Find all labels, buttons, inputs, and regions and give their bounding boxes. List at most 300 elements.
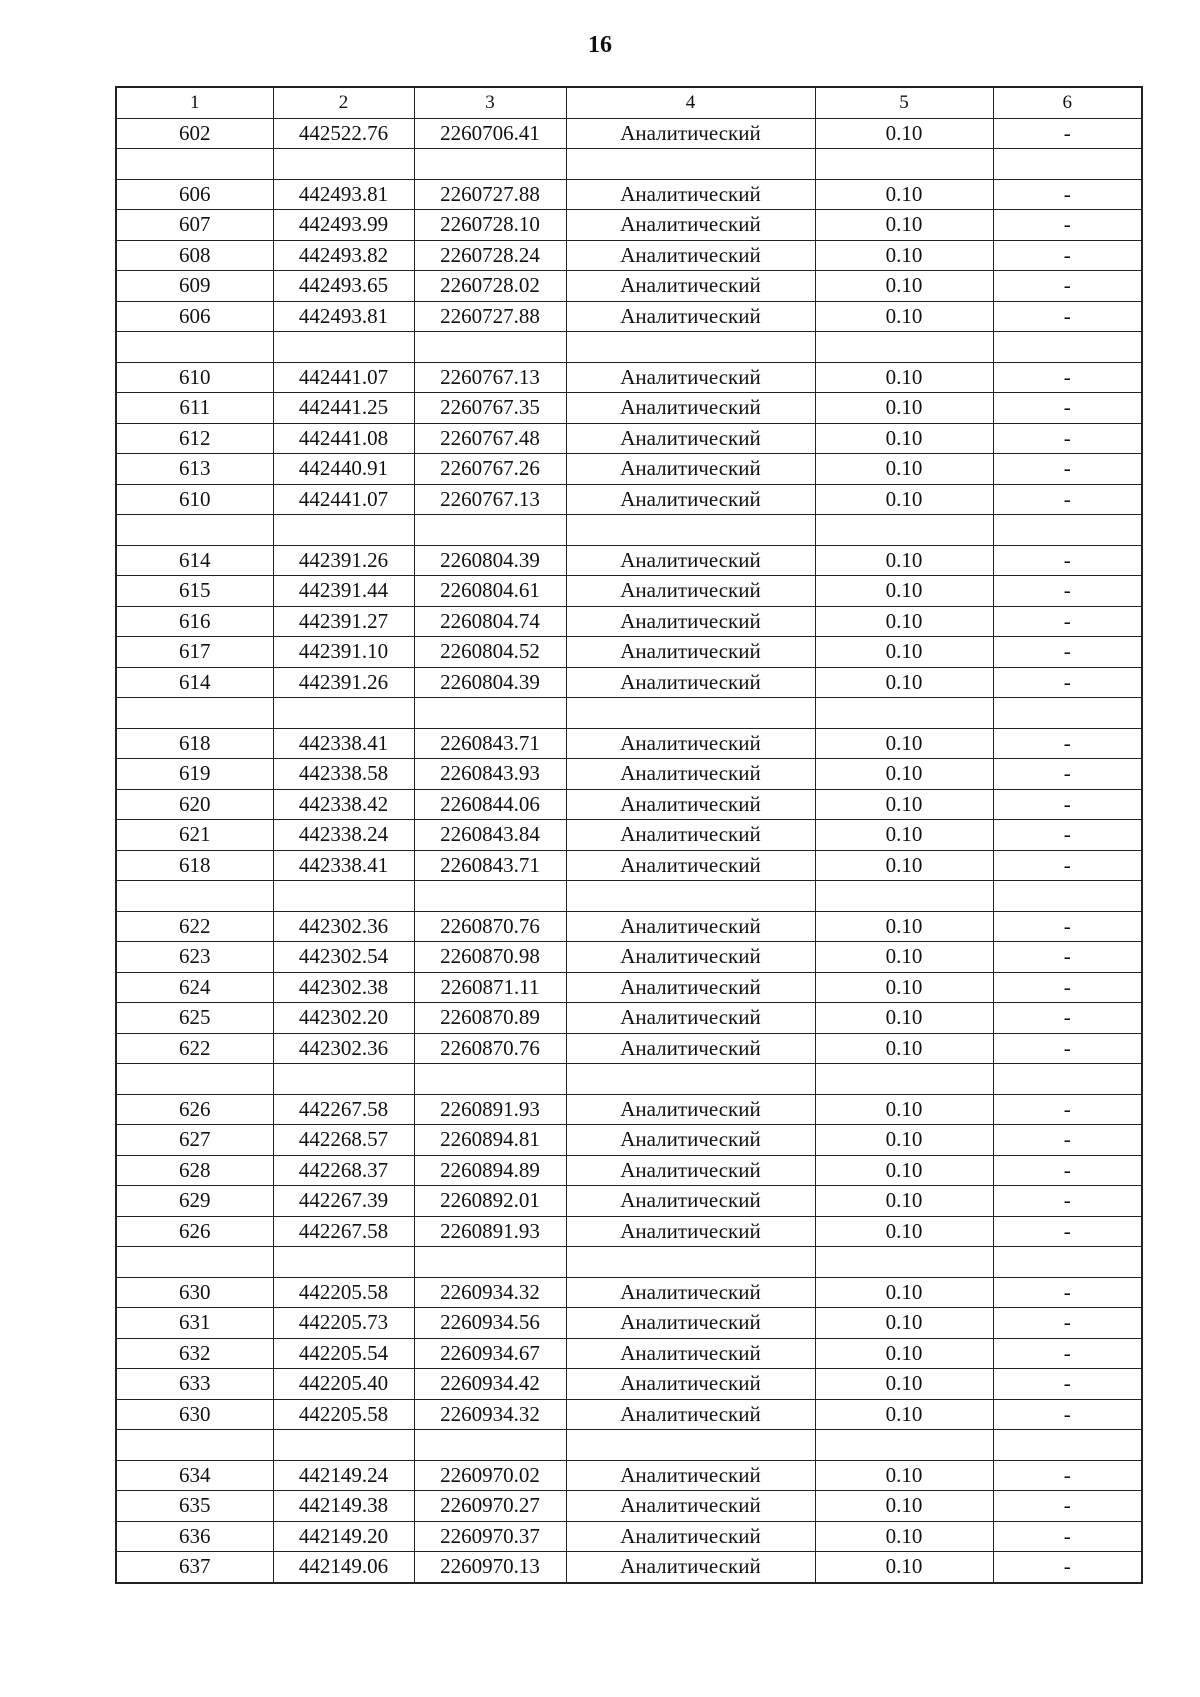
accuracy-cell (815, 1247, 993, 1278)
note-cell: - (993, 1155, 1142, 1186)
method-cell: Аналитический (566, 179, 815, 210)
accuracy-cell: 0.10 (815, 942, 993, 973)
point-number-cell: 612 (116, 423, 273, 454)
x-coordinate-cell: 442338.58 (273, 759, 414, 790)
y-coordinate-cell: 2260970.13 (414, 1552, 566, 1583)
x-coordinate-cell: 442391.10 (273, 637, 414, 668)
x-coordinate-cell (273, 332, 414, 363)
method-cell: Аналитический (566, 637, 815, 668)
point-number-cell: 606 (116, 179, 273, 210)
table-row (116, 271, 1142, 302)
note-cell: - (993, 1369, 1142, 1400)
method-cell (566, 332, 815, 363)
note-cell: - (993, 1186, 1142, 1217)
y-coordinate-cell: 2260843.71 (414, 850, 566, 881)
note-cell (993, 698, 1142, 729)
x-coordinate-cell: 442391.26 (273, 667, 414, 698)
y-coordinate-cell: 2260843.84 (414, 820, 566, 851)
method-cell: Аналитический (566, 545, 815, 576)
method-cell: Аналитический (566, 850, 815, 881)
note-cell: - (993, 728, 1142, 759)
note-cell: - (993, 667, 1142, 698)
note-cell: - (993, 789, 1142, 820)
y-coordinate-cell: 2260844.06 (414, 789, 566, 820)
method-cell: Аналитический (566, 1552, 815, 1583)
note-cell: - (993, 393, 1142, 424)
y-coordinate-cell: 2260728.24 (414, 240, 566, 271)
x-coordinate-cell: 442205.40 (273, 1369, 414, 1400)
accuracy-cell (815, 515, 993, 546)
method-cell (566, 515, 815, 546)
accuracy-cell: 0.10 (815, 820, 993, 851)
y-coordinate-cell: 2260934.32 (414, 1277, 566, 1308)
y-coordinate-cell: 2260767.48 (414, 423, 566, 454)
x-coordinate-cell (273, 1430, 414, 1461)
header-cell: 1 (116, 87, 273, 118)
accuracy-cell (815, 332, 993, 363)
accuracy-cell: 0.10 (815, 1094, 993, 1125)
table-row (116, 301, 1142, 332)
table-row (116, 789, 1142, 820)
note-cell: - (993, 423, 1142, 454)
y-coordinate-cell (414, 698, 566, 729)
table-row (116, 454, 1142, 485)
note-cell (993, 1430, 1142, 1461)
method-cell: Аналитический (566, 1460, 815, 1491)
point-number-cell: 618 (116, 850, 273, 881)
table-row (116, 362, 1142, 393)
point-number-cell: 635 (116, 1491, 273, 1522)
method-cell: Аналитический (566, 820, 815, 851)
note-cell: - (993, 1125, 1142, 1156)
accuracy-cell: 0.10 (815, 667, 993, 698)
method-cell (566, 1247, 815, 1278)
table-separator-row (116, 515, 1142, 546)
point-number-cell: 619 (116, 759, 273, 790)
method-cell (566, 1430, 815, 1461)
point-number-cell (116, 332, 273, 363)
method-cell: Аналитический (566, 118, 815, 149)
y-coordinate-cell: 2260767.13 (414, 362, 566, 393)
note-cell: - (993, 179, 1142, 210)
x-coordinate-cell: 442493.81 (273, 301, 414, 332)
x-coordinate-cell: 442493.81 (273, 179, 414, 210)
method-cell: Аналитический (566, 423, 815, 454)
y-coordinate-cell: 2260934.32 (414, 1399, 566, 1430)
x-coordinate-cell: 442205.58 (273, 1399, 414, 1430)
method-cell (566, 881, 815, 912)
x-coordinate-cell: 442268.57 (273, 1125, 414, 1156)
x-coordinate-cell: 442441.25 (273, 393, 414, 424)
coordinates-table (115, 86, 1143, 1584)
point-number-cell: 618 (116, 728, 273, 759)
point-number-cell: 610 (116, 484, 273, 515)
point-number-cell: 626 (116, 1216, 273, 1247)
page-number: 16 (588, 32, 612, 58)
x-coordinate-cell (273, 1247, 414, 1278)
point-number-cell: 620 (116, 789, 273, 820)
x-coordinate-cell: 442391.26 (273, 545, 414, 576)
point-number-cell: 626 (116, 1094, 273, 1125)
point-number-cell: 602 (116, 118, 273, 149)
table-row (116, 728, 1142, 759)
point-number-cell: 616 (116, 606, 273, 637)
accuracy-cell: 0.10 (815, 1216, 993, 1247)
note-cell: - (993, 1094, 1142, 1125)
y-coordinate-cell: 2260894.89 (414, 1155, 566, 1186)
note-cell: - (993, 1521, 1142, 1552)
table-row (116, 179, 1142, 210)
note-cell: - (993, 1277, 1142, 1308)
method-cell: Аналитический (566, 667, 815, 698)
point-number-cell: 606 (116, 301, 273, 332)
method-cell: Аналитический (566, 1521, 815, 1552)
note-cell: - (993, 118, 1142, 149)
y-coordinate-cell: 2260870.98 (414, 942, 566, 973)
accuracy-cell: 0.10 (815, 271, 993, 302)
y-coordinate-cell: 2260804.61 (414, 576, 566, 607)
y-coordinate-cell: 2260870.76 (414, 1033, 566, 1064)
x-coordinate-cell: 442338.42 (273, 789, 414, 820)
accuracy-cell: 0.10 (815, 393, 993, 424)
accuracy-cell: 0.10 (815, 1552, 993, 1583)
table-separator-row (116, 332, 1142, 363)
x-coordinate-cell: 442493.65 (273, 271, 414, 302)
point-number-cell: 613 (116, 454, 273, 485)
table-row (116, 210, 1142, 241)
x-coordinate-cell: 442267.58 (273, 1216, 414, 1247)
method-cell: Аналитический (566, 576, 815, 607)
note-cell: - (993, 1003, 1142, 1034)
point-number-cell: 630 (116, 1399, 273, 1430)
method-cell: Аналитический (566, 1094, 815, 1125)
point-number-cell: 622 (116, 911, 273, 942)
x-coordinate-cell: 442302.36 (273, 1033, 414, 1064)
note-cell: - (993, 1399, 1142, 1430)
x-coordinate-cell: 442205.54 (273, 1338, 414, 1369)
table-separator-row (116, 698, 1142, 729)
x-coordinate-cell: 442149.06 (273, 1552, 414, 1583)
x-coordinate-cell: 442338.41 (273, 728, 414, 759)
point-number-cell: 609 (116, 271, 273, 302)
point-number-cell: 636 (116, 1521, 273, 1552)
accuracy-cell: 0.10 (815, 1125, 993, 1156)
accuracy-cell: 0.10 (815, 1399, 993, 1430)
method-cell (566, 1064, 815, 1095)
x-coordinate-cell: 442149.24 (273, 1460, 414, 1491)
note-cell: - (993, 1216, 1142, 1247)
accuracy-cell: 0.10 (815, 576, 993, 607)
accuracy-cell: 0.10 (815, 423, 993, 454)
table-row (116, 820, 1142, 851)
x-coordinate-cell: 442267.39 (273, 1186, 414, 1217)
point-number-cell: 627 (116, 1125, 273, 1156)
table-row (116, 942, 1142, 973)
y-coordinate-cell: 2260871.11 (414, 972, 566, 1003)
y-coordinate-cell: 2260767.35 (414, 393, 566, 424)
y-coordinate-cell: 2260728.02 (414, 271, 566, 302)
method-cell: Аналитический (566, 972, 815, 1003)
x-coordinate-cell: 442205.58 (273, 1277, 414, 1308)
y-coordinate-cell: 2260727.88 (414, 179, 566, 210)
method-cell (566, 149, 815, 180)
note-cell: - (993, 1460, 1142, 1491)
accuracy-cell: 0.10 (815, 1003, 993, 1034)
x-coordinate-cell: 442493.99 (273, 210, 414, 241)
method-cell: Аналитический (566, 606, 815, 637)
y-coordinate-cell: 2260728.10 (414, 210, 566, 241)
accuracy-cell (815, 149, 993, 180)
table-row (116, 1125, 1142, 1156)
y-coordinate-cell: 2260970.27 (414, 1491, 566, 1522)
note-cell: - (993, 606, 1142, 637)
x-coordinate-cell: 442441.07 (273, 484, 414, 515)
note-cell: - (993, 454, 1142, 485)
table-row (116, 1399, 1142, 1430)
table-separator-row (116, 149, 1142, 180)
y-coordinate-cell: 2260934.56 (414, 1308, 566, 1339)
x-coordinate-cell: 442302.38 (273, 972, 414, 1003)
method-cell (566, 698, 815, 729)
x-coordinate-cell (273, 149, 414, 180)
table-header-row (116, 87, 1142, 118)
header-cell: 3 (414, 87, 566, 118)
point-number-cell: 633 (116, 1369, 273, 1400)
x-coordinate-cell: 442302.20 (273, 1003, 414, 1034)
method-cell: Аналитический (566, 484, 815, 515)
method-cell: Аналитический (566, 1491, 815, 1522)
point-number-cell: 634 (116, 1460, 273, 1491)
accuracy-cell: 0.10 (815, 1308, 993, 1339)
accuracy-cell: 0.10 (815, 454, 993, 485)
point-number-cell: 632 (116, 1338, 273, 1369)
note-cell (993, 1064, 1142, 1095)
table-row (116, 484, 1142, 515)
table-row (116, 606, 1142, 637)
accuracy-cell (815, 1064, 993, 1095)
x-coordinate-cell: 442149.20 (273, 1521, 414, 1552)
method-cell: Аналитический (566, 301, 815, 332)
accuracy-cell: 0.10 (815, 728, 993, 759)
note-cell: - (993, 972, 1142, 1003)
table-row (116, 759, 1142, 790)
method-cell: Аналитический (566, 1369, 815, 1400)
accuracy-cell: 0.10 (815, 362, 993, 393)
point-number-cell: 615 (116, 576, 273, 607)
method-cell: Аналитический (566, 911, 815, 942)
x-coordinate-cell: 442338.41 (273, 850, 414, 881)
point-number-cell (116, 698, 273, 729)
method-cell: Аналитический (566, 271, 815, 302)
x-coordinate-cell: 442338.24 (273, 820, 414, 851)
note-cell: - (993, 637, 1142, 668)
y-coordinate-cell: 2260934.67 (414, 1338, 566, 1369)
y-coordinate-cell: 2260727.88 (414, 301, 566, 332)
y-coordinate-cell: 2260767.26 (414, 454, 566, 485)
y-coordinate-cell: 2260804.74 (414, 606, 566, 637)
accuracy-cell: 0.10 (815, 850, 993, 881)
note-cell (993, 515, 1142, 546)
note-cell: - (993, 576, 1142, 607)
point-number-cell: 630 (116, 1277, 273, 1308)
y-coordinate-cell: 2260804.39 (414, 667, 566, 698)
y-coordinate-cell (414, 149, 566, 180)
note-cell: - (993, 759, 1142, 790)
y-coordinate-cell: 2260804.52 (414, 637, 566, 668)
point-number-cell (116, 881, 273, 912)
table-row (116, 1521, 1142, 1552)
table-row (116, 1460, 1142, 1491)
header-cell: 4 (566, 87, 815, 118)
method-cell: Аналитический (566, 1338, 815, 1369)
point-number-cell (116, 515, 273, 546)
y-coordinate-cell (414, 881, 566, 912)
accuracy-cell: 0.10 (815, 301, 993, 332)
note-cell: - (993, 210, 1142, 241)
table-row (116, 1033, 1142, 1064)
table-row (116, 1369, 1142, 1400)
table-row (116, 1186, 1142, 1217)
y-coordinate-cell: 2260894.81 (414, 1125, 566, 1156)
y-coordinate-cell (414, 1064, 566, 1095)
accuracy-cell: 0.10 (815, 210, 993, 241)
table-row (116, 1308, 1142, 1339)
accuracy-cell: 0.10 (815, 911, 993, 942)
y-coordinate-cell: 2260706.41 (414, 118, 566, 149)
method-cell: Аналитический (566, 1186, 815, 1217)
x-coordinate-cell: 442268.37 (273, 1155, 414, 1186)
method-cell: Аналитический (566, 1033, 815, 1064)
table-row (116, 423, 1142, 454)
x-coordinate-cell: 442267.58 (273, 1094, 414, 1125)
table-row (116, 850, 1142, 881)
x-coordinate-cell: 442522.76 (273, 118, 414, 149)
y-coordinate-cell: 2260767.13 (414, 484, 566, 515)
point-number-cell: 631 (116, 1308, 273, 1339)
accuracy-cell: 0.10 (815, 545, 993, 576)
note-cell (993, 149, 1142, 180)
table-row (116, 1552, 1142, 1583)
accuracy-cell: 0.10 (815, 759, 993, 790)
x-coordinate-cell (273, 881, 414, 912)
accuracy-cell: 0.10 (815, 118, 993, 149)
method-cell: Аналитический (566, 454, 815, 485)
note-cell: - (993, 1552, 1142, 1583)
table-row (116, 1155, 1142, 1186)
point-number-cell: 621 (116, 820, 273, 851)
x-coordinate-cell (273, 698, 414, 729)
accuracy-cell (815, 1430, 993, 1461)
note-cell (993, 1247, 1142, 1278)
point-number-cell: 623 (116, 942, 273, 973)
accuracy-cell: 0.10 (815, 1521, 993, 1552)
x-coordinate-cell: 442205.73 (273, 1308, 414, 1339)
table-row (116, 1003, 1142, 1034)
method-cell: Аналитический (566, 942, 815, 973)
point-number-cell: 611 (116, 393, 273, 424)
header-cell: 2 (273, 87, 414, 118)
x-coordinate-cell: 442440.91 (273, 454, 414, 485)
accuracy-cell: 0.10 (815, 1155, 993, 1186)
point-number-cell: 637 (116, 1552, 273, 1583)
point-number-cell: 608 (116, 240, 273, 271)
table-row (116, 393, 1142, 424)
note-cell: - (993, 484, 1142, 515)
point-number-cell (116, 1247, 273, 1278)
note-cell: - (993, 942, 1142, 973)
table-row (116, 667, 1142, 698)
accuracy-cell: 0.10 (815, 972, 993, 1003)
method-cell: Аналитический (566, 1308, 815, 1339)
table-separator-row (116, 1064, 1142, 1095)
point-number-cell: 614 (116, 667, 273, 698)
y-coordinate-cell: 2260891.93 (414, 1094, 566, 1125)
table-row (116, 1491, 1142, 1522)
accuracy-cell (815, 698, 993, 729)
point-number-cell: 622 (116, 1033, 273, 1064)
table-row (116, 1216, 1142, 1247)
method-cell: Аналитический (566, 1277, 815, 1308)
method-cell: Аналитический (566, 1125, 815, 1156)
table-row (116, 576, 1142, 607)
x-coordinate-cell: 442302.54 (273, 942, 414, 973)
note-cell: - (993, 545, 1142, 576)
x-coordinate-cell: 442302.36 (273, 911, 414, 942)
table-row (116, 545, 1142, 576)
y-coordinate-cell: 2260870.89 (414, 1003, 566, 1034)
method-cell: Аналитический (566, 1216, 815, 1247)
accuracy-cell: 0.10 (815, 484, 993, 515)
note-cell: - (993, 271, 1142, 302)
table-row (116, 118, 1142, 149)
method-cell: Аналитический (566, 1399, 815, 1430)
point-number-cell (116, 149, 273, 180)
table-separator-row (116, 1430, 1142, 1461)
y-coordinate-cell: 2260843.71 (414, 728, 566, 759)
table-separator-row (116, 881, 1142, 912)
accuracy-cell: 0.10 (815, 606, 993, 637)
point-number-cell (116, 1430, 273, 1461)
method-cell: Аналитический (566, 210, 815, 241)
method-cell: Аналитический (566, 759, 815, 790)
accuracy-cell: 0.10 (815, 1033, 993, 1064)
x-coordinate-cell: 442391.27 (273, 606, 414, 637)
note-cell: - (993, 1033, 1142, 1064)
note-cell: - (993, 362, 1142, 393)
y-coordinate-cell: 2260934.42 (414, 1369, 566, 1400)
note-cell: - (993, 1338, 1142, 1369)
y-coordinate-cell: 2260804.39 (414, 545, 566, 576)
note-cell: - (993, 1491, 1142, 1522)
method-cell: Аналитический (566, 1003, 815, 1034)
table-row (116, 1277, 1142, 1308)
table-row (116, 1094, 1142, 1125)
accuracy-cell: 0.10 (815, 789, 993, 820)
y-coordinate-cell (414, 1247, 566, 1278)
point-number-cell: 617 (116, 637, 273, 668)
point-number-cell (116, 1064, 273, 1095)
note-cell: - (993, 301, 1142, 332)
y-coordinate-cell: 2260870.76 (414, 911, 566, 942)
header-cell: 6 (993, 87, 1142, 118)
note-cell: - (993, 850, 1142, 881)
accuracy-cell: 0.10 (815, 179, 993, 210)
point-number-cell: 628 (116, 1155, 273, 1186)
note-cell: - (993, 911, 1142, 942)
accuracy-cell: 0.10 (815, 240, 993, 271)
x-coordinate-cell: 442493.82 (273, 240, 414, 271)
accuracy-cell (815, 881, 993, 912)
